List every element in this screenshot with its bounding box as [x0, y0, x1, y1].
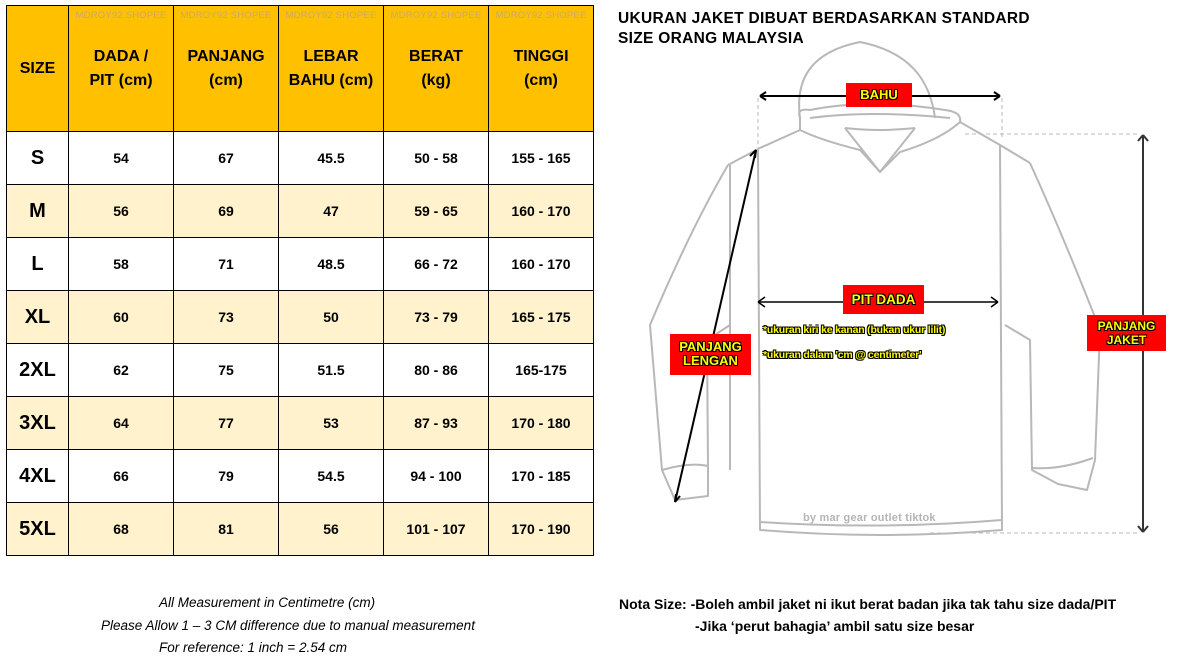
cell-dada: 56	[69, 185, 174, 238]
cell-lebar-bahu: 54.5	[279, 450, 384, 503]
table-row	[7, 132, 594, 185]
cell-berat: 73 - 79	[384, 291, 489, 344]
header-berat	[384, 6, 489, 132]
header-label: LEBAR BAHU (cm)	[288, 47, 374, 89]
cell-tinggi: 170 - 185	[489, 450, 594, 503]
table-row	[7, 344, 594, 397]
cell-lebar-bahu: 50	[279, 291, 384, 344]
cell-panjang: 69	[174, 185, 279, 238]
measurement-notes	[60, 592, 540, 660]
size-note	[619, 593, 1116, 637]
cell-lebar-bahu: 53	[279, 397, 384, 450]
label-pit-dada: PIT DADA	[843, 285, 924, 314]
cell-size: L	[7, 238, 69, 291]
cell-lebar-bahu: 56	[279, 503, 384, 556]
note-difference: Please Allow 1 – 3 CM difference due to manual measurement	[101, 617, 475, 633]
watermark: MDROY92 SHOPEE	[180, 10, 272, 21]
cell-size: S	[7, 132, 69, 185]
header-dada	[69, 6, 174, 132]
cell-dada: 54	[69, 132, 174, 185]
cell-panjang: 79	[174, 450, 279, 503]
cell-dada: 60	[69, 291, 174, 344]
cell-dada: 64	[69, 397, 174, 450]
cell-tinggi: 155 - 165	[489, 132, 594, 185]
table-row	[7, 450, 594, 503]
cell-dada: 62	[69, 344, 174, 397]
cell-tinggi: 170 - 180	[489, 397, 594, 450]
header-panjang	[174, 6, 279, 132]
label-bahu: BAHU	[846, 83, 912, 107]
cell-berat: 66 - 72	[384, 238, 489, 291]
cell-dada: 68	[69, 503, 174, 556]
cell-berat: 94 - 100	[384, 450, 489, 503]
watermark: MDROY92 SHOPEE	[75, 10, 167, 21]
label-panjang-lengan: PANJANG LENGAN	[670, 334, 751, 375]
credit-watermark: by mar gear outlet tiktok	[803, 512, 936, 524]
cell-size: 5XL	[7, 503, 69, 556]
cell-dada: 58	[69, 238, 174, 291]
size-note-line2: -Jika ‘perut bahagia’ ambil satu size besar	[695, 618, 975, 634]
cell-berat: 59 - 65	[384, 185, 489, 238]
note-centimetre: All Measurement in Centimetre (cm)	[159, 595, 376, 610]
watermark: MDROY92 SHOPEE	[390, 10, 482, 21]
header-label: PANJANG (cm)	[187, 47, 265, 89]
note-cm-unit: *ukuran dalam 'cm @ centimeter'	[763, 349, 922, 361]
cell-panjang: 67	[174, 132, 279, 185]
cell-berat: 101 - 107	[384, 503, 489, 556]
watermark: MDROY92 SHOPEE	[285, 10, 377, 21]
header-lebar-bahu	[279, 6, 384, 132]
cell-lebar-bahu: 45.5	[279, 132, 384, 185]
cell-lebar-bahu: 51.5	[279, 344, 384, 397]
header-label: BERAT (kg)	[409, 47, 463, 89]
header-size	[7, 6, 69, 132]
cell-panjang: 81	[174, 503, 279, 556]
cell-size: 4XL	[7, 450, 69, 503]
cell-tinggi: 165 - 175	[489, 291, 594, 344]
header-tinggi	[489, 6, 594, 132]
cell-size: 3XL	[7, 397, 69, 450]
note-inch-reference: For reference: 1 inch = 2.54 cm	[159, 640, 347, 655]
cell-tinggi: 170 - 190	[489, 503, 594, 556]
table-row	[7, 238, 594, 291]
watermark: MDROY92 SHOPEE	[495, 10, 587, 21]
cell-berat: 87 - 93	[384, 397, 489, 450]
cell-panjang: 75	[174, 344, 279, 397]
table-row	[7, 397, 594, 450]
table-row	[7, 185, 594, 238]
table-header-row	[7, 6, 594, 132]
cell-berat: 50 - 58	[384, 132, 489, 185]
cell-lebar-bahu: 47	[279, 185, 384, 238]
table-row	[7, 503, 594, 556]
cell-panjang: 77	[174, 397, 279, 450]
cell-size: 2XL	[7, 344, 69, 397]
label-panjang-jaket: PANJANG JAKET	[1087, 315, 1166, 351]
cell-panjang: 73	[174, 291, 279, 344]
diagram-title: UKURAN JAKET DIBUAT BERDASARKAN STANDARD SIZE ORANG MALAYSIA	[618, 10, 1030, 47]
cell-tinggi: 160 - 170	[489, 238, 594, 291]
size-chart-table	[6, 5, 594, 556]
cell-size: XL	[7, 291, 69, 344]
table-row	[7, 291, 594, 344]
header-label: DADA / PIT (cm)	[89, 47, 153, 89]
header-label: TINGGI (cm)	[513, 47, 569, 89]
cell-berat: 80 - 86	[384, 344, 489, 397]
cell-panjang: 71	[174, 238, 279, 291]
cell-lebar-bahu: 48.5	[279, 238, 384, 291]
cell-tinggi: 160 - 170	[489, 185, 594, 238]
note-left-to-right: *ukuran kiri ke kanan (bukan ukur lilit)	[763, 324, 946, 336]
header-label: SIZE	[19, 59, 56, 77]
cell-tinggi: 165-175	[489, 344, 594, 397]
cell-dada: 66	[69, 450, 174, 503]
cell-size: M	[7, 185, 69, 238]
size-note-line1: Nota Size: -Boleh ambil jaket ni ikut berat badan jika tak tahu size dada/PIT	[619, 596, 1117, 612]
